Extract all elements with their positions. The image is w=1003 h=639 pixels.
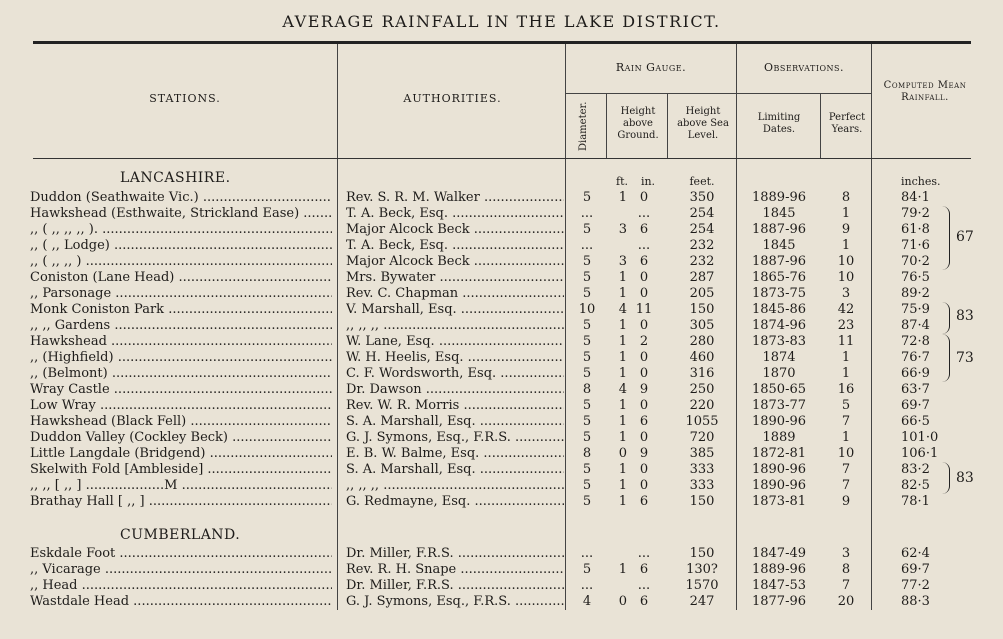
perfect-years-cell: 7 [841,578,851,593]
header-stations: STATIONS. [149,92,221,105]
diameter-cell: 5 [582,430,592,445]
height-ft-cell: 1 [618,562,627,577]
authority-cell: E. B. W. Balme, Esq. ..... [346,446,564,462]
limiting-dates-cell: 1874-96 [751,318,807,333]
group-brace [942,334,950,382]
authority-cell: ,, ,, ,, ..... [346,318,564,334]
perfect-years-cell: 3 [841,286,851,301]
height-in-cell: ... [637,206,651,221]
height-in-cell: 11 [635,302,653,317]
rainfall-cell: 89·2 [901,286,930,301]
station-cell: ,, ,, [ ,, ] ...................M ..... [30,478,332,494]
height-in-cell: 6 [639,254,649,269]
table-row [0,398,1003,414]
station-cell: Wray Castle ..... [30,382,332,398]
sea-level-cell: 205 [689,286,715,301]
perfect-years-cell: 11 [837,334,855,349]
group-brace [942,462,950,494]
table-row [0,382,1003,398]
height-in-cell: 9 [639,382,649,397]
sea-level-cell: 316 [689,366,715,381]
limiting-dates-cell: 1887-96 [751,254,807,269]
station-cell: ,, (Highfield) ..... [30,350,332,366]
perfect-years-cell: 1 [841,366,851,381]
rainfall-cell: 69·7 [901,398,930,413]
diameter-cell: 5 [582,350,592,365]
authority-cell: C. F. Wordsworth, Esq. ..... [346,366,564,382]
table-row [0,222,1003,238]
height-ft-cell: 1 [618,350,627,365]
sea-level-cell: 250 [689,382,715,397]
station-cell: Coniston (Lane Head) ..... [30,270,332,286]
limiting-dates-cell: 1845 [762,206,796,221]
perfect-years-cell: 1 [841,238,851,253]
header-rain-gauge: Rain Gauge. [615,61,687,74]
section-lancashire: LANCASHIRE. [120,170,231,186]
station-cell: Hawkshead (Esthwaite, Strickland Ease) ..... [30,206,332,222]
perfect-years-cell: 20 [837,594,855,609]
limiting-dates-cell: 1877-96 [751,594,807,609]
sea-level-cell: 333 [689,462,715,477]
units-row [0,174,1003,190]
page-title: AVERAGE RAINFALL IN THE LAKE DISTRICT. [282,12,721,31]
group-mean-skelwith: 83 [956,470,974,486]
table-row [0,430,1003,446]
station-cell: Hawkshead ..... [30,334,332,350]
authority-cell: V. Marshall, Esq. ..... [346,302,564,318]
authority-cell: G. J. Symons, Esq., F.R.S. ..... [346,430,564,446]
height-in-cell: 6 [639,494,649,509]
group-mean-monk-coniston: 83 [956,308,974,324]
group-mean-hawkshead-esthwaite: 67 [956,229,974,245]
height-ft-cell: 0 [618,446,627,461]
limiting-dates-cell: 1890-96 [751,462,807,477]
rainfall-cell: 63·7 [901,382,930,397]
rainfall-cell: 79·2 [901,206,930,221]
height-ft-cell: 3 [618,222,627,237]
station-cell: ,, ,, Gardens ..... [30,318,332,334]
station-cell: Duddon Valley (Cockley Beck) ..... [30,430,332,446]
limiting-dates-cell: 1889 [762,430,796,445]
group-header-rule [565,93,871,94]
diameter-cell: 5 [582,562,592,577]
diameter-cell: 10 [578,302,596,317]
height-in-cell: 0 [639,398,649,413]
perfect-years-cell: 9 [841,222,851,237]
rainfall-cell: 71·6 [901,238,930,253]
station-cell: ,, ( ,, Lodge) ..... [30,238,332,254]
diameter-cell: 5 [582,398,592,413]
sea-level-cell: 150 [689,302,715,317]
perfect-years-cell: 7 [841,414,851,429]
height-ft-cell: 1 [618,334,627,349]
table-row [0,238,1003,254]
station-cell: Hawkshead (Black Fell) ..... [30,414,332,430]
diameter-cell: 5 [582,190,592,205]
diameter-cell: 5 [582,478,592,493]
station-cell: ,, Vicarage ..... [30,562,332,578]
rainfall-cell: 66·5 [901,414,930,429]
authority-cell: Dr. Miller, F.R.S. ..... [346,546,564,562]
header-height-sea: Height above Sea Level. [677,106,729,141]
diameter-cell: 5 [582,494,592,509]
limiting-dates-cell: 1865-76 [751,270,807,285]
limiting-dates-cell: 1872-81 [751,446,807,461]
height-in-cell: 0 [639,286,649,301]
height-ft-cell: 3 [618,254,627,269]
diameter-cell: ... [580,238,594,253]
sea-level-cell: 1055 [685,414,719,429]
rainfall-cell: 87·4 [901,318,930,333]
header-perfect-years: Perfect Years. [828,112,866,135]
height-in-cell: 6 [639,562,649,577]
sea-level-cell: 460 [689,350,715,365]
sea-level-cell: 350 [689,190,715,205]
perfect-years-cell: 42 [837,302,855,317]
diameter-cell: 5 [582,222,592,237]
unit-inches: inches. [901,175,941,188]
header-computed: Computed Mean Rainfall. [883,80,967,103]
subcolumn-divider [606,94,607,158]
station-cell: ,, ( ,, ,, ,, ). ..... [30,222,332,238]
authority-cell: T. A. Beck, Esq. ..... [346,238,564,254]
header-observations: Observations. [763,61,845,74]
diameter-cell: 5 [582,254,592,269]
rainfall-cell: 76·5 [901,270,930,285]
height-ft-cell: 1 [618,494,627,509]
authority-cell: Rev. C. Chapman ..... [346,286,564,302]
diameter-cell: ... [580,206,594,221]
unit-feet: feet. [689,175,715,188]
station-cell: Skelwith Fold [Ambleside] ..... [30,462,332,478]
limiting-dates-cell: 1889-96 [751,190,807,205]
sea-level-cell: 150 [689,494,715,509]
station-cell: Low Wray ..... [30,398,332,414]
authority-cell: Major Alcock Beck ..... [346,222,564,238]
perfect-years-cell: 7 [841,462,851,477]
perfect-years-cell: 5 [841,398,851,413]
limiting-dates-cell: 1873-75 [751,286,807,301]
sea-level-cell: 280 [689,334,715,349]
perfect-years-cell: 1 [841,206,851,221]
height-ft-cell: 1 [618,318,627,333]
limiting-dates-cell: 1847-49 [751,546,807,561]
height-in-cell: ... [637,578,651,593]
height-in-cell: ... [637,546,651,561]
limiting-dates-cell: 1850-65 [751,382,807,397]
group-mean-hawkshead: 73 [956,350,974,366]
authority-cell: Mrs. Bywater ..... [346,270,564,286]
perfect-years-cell: 23 [837,318,855,333]
authority-cell: Major Alcock Beck ..... [346,254,564,270]
rainfall-cell: 61·8 [901,222,930,237]
rainfall-cell: 88·3 [901,594,930,609]
sea-level-cell: 150 [689,546,715,561]
diameter-cell: 5 [582,270,592,285]
limiting-dates-cell: 1873-77 [751,398,807,413]
sea-level-cell: 220 [689,398,715,413]
height-in-cell: 6 [639,414,649,429]
diameter-cell: ... [580,578,594,593]
table-row [0,478,1003,494]
station-cell: ,, (Belmont) ..... [30,366,332,382]
height-in-cell: 0 [639,366,649,381]
station-cell: Eskdale Foot ..... [30,546,332,562]
diameter-cell: 5 [582,286,592,301]
perfect-years-cell: 16 [837,382,855,397]
diameter-cell: 8 [582,382,592,397]
sea-level-cell: 1570 [685,578,719,593]
limiting-dates-cell: 1847-53 [751,578,807,593]
station-cell: Duddon (Seathwaite Vic.) ..... [30,190,332,206]
height-ft-cell: 1 [618,462,627,477]
authority-cell: Dr. Miller, F.R.S. ..... [346,578,564,594]
authority-cell: G. Redmayne, Esq. ..... [346,494,564,510]
unit-ft: ft. [616,175,628,188]
rainfall-cell: 84·1 [901,190,930,205]
top-rule [33,41,971,44]
sea-level-cell: 247 [689,594,715,609]
perfect-years-cell: 8 [841,562,851,577]
table-row [0,414,1003,430]
header-diameter: Diameter. [578,101,589,151]
table-row [0,254,1003,270]
limiting-dates-cell: 1873-83 [751,334,807,349]
diameter-cell: 8 [582,446,592,461]
table-row [0,206,1003,222]
perfect-years-cell: 9 [841,494,851,509]
table-row [0,350,1003,366]
diameter-cell: 5 [582,462,592,477]
authority-cell: T. A. Beck, Esq. ..... [346,206,564,222]
limiting-dates-cell: 1870 [762,366,796,381]
diameter-cell: 5 [582,334,592,349]
authority-cell: ,, ,, ,, ..... [346,478,564,494]
station-cell: ,, ( ,, ,, ) ..... [30,254,332,270]
limiting-dates-cell: 1889-96 [751,562,807,577]
perfect-years-cell: 10 [837,254,855,269]
perfect-years-cell: 10 [837,270,855,285]
height-in-cell: ... [637,238,651,253]
perfect-years-cell: 10 [837,446,855,461]
rainfall-cell: 82·5 [901,478,930,493]
sea-level-cell: 232 [689,254,715,269]
table-row [0,494,1003,510]
authority-cell: G. J. Symons, Esq., F.R.S. ..... [346,594,564,610]
sea-level-cell: 385 [689,446,715,461]
perfect-years-cell: 1 [841,430,851,445]
height-in-cell: 6 [639,222,649,237]
sea-level-cell: 287 [689,270,715,285]
group-brace [942,302,950,334]
authority-cell: Rev. S. R. M. Walker ..... [346,190,564,206]
rainfall-cell: 83·2 [901,462,930,477]
sea-level-cell: 333 [689,478,715,493]
rainfall-cell: 66·9 [901,366,930,381]
station-cell: Brathay Hall [ ,, ] ..... [30,494,332,510]
table-row [0,286,1003,302]
table-row [0,594,1003,610]
authority-cell: Rev. R. H. Snape ..... [346,562,564,578]
perfect-years-cell: 7 [841,478,851,493]
rainfall-cell: 72·8 [901,334,930,349]
station-cell: Monk Coniston Park ..... [30,302,332,318]
height-ft-cell: 1 [618,414,627,429]
station-cell: Little Langdale (Bridgend) ..... [30,446,332,462]
header-limiting-dates: Limiting Dates. [757,112,801,135]
station-cell: ,, Parsonage ..... [30,286,332,302]
subcolumn-divider [667,94,668,158]
section-cumberland: CUMBERLAND. [120,527,241,543]
rainfall-cell: 70·2 [901,254,930,269]
sea-level-cell: 130? [686,562,718,577]
authority-cell: W. H. Heelis, Esq. ..... [346,350,564,366]
table-row [0,318,1003,334]
rainfall-cell: 101·0 [901,430,939,445]
height-ft-cell: 1 [618,398,627,413]
table-row [0,190,1003,206]
perfect-years-cell: 3 [841,546,851,561]
authority-cell: Rev. W. R. Morris ..... [346,398,564,414]
authority-cell: Dr. Dawson ..... [346,382,564,398]
authority-cell: S. A. Marshall, Esq. ..... [346,462,564,478]
diameter-cell: 5 [582,318,592,333]
table-row [0,446,1003,462]
rainfall-cell: 77·2 [901,578,930,593]
station-cell: ,, Head ..... [30,578,332,594]
table-row [0,578,1003,594]
rainfall-cell: 75·9 [901,302,930,317]
rainfall-cell: 78·1 [901,494,930,509]
perfect-years-cell: 1 [841,350,851,365]
header-authorities: AUTHORITIES. [403,92,502,105]
height-in-cell: 9 [639,446,649,461]
table-row [0,334,1003,350]
limiting-dates-cell: 1873-81 [751,494,807,509]
sea-level-cell: 254 [689,206,715,221]
unit-in: in. [640,175,656,188]
table-row [0,562,1003,578]
height-in-cell: 0 [639,478,649,493]
authority-cell: S. A. Marshall, Esq. ..... [346,414,564,430]
height-in-cell: 0 [639,350,649,365]
diameter-cell: 5 [582,366,592,381]
height-in-cell: 6 [639,594,649,609]
table-row [0,270,1003,286]
sea-level-cell: 720 [689,430,715,445]
table-row [0,366,1003,382]
authority-cell: W. Lane, Esq. ..... [346,334,564,350]
subcolumn-divider [820,94,821,158]
diameter-cell: ... [580,546,594,561]
height-ft-cell: 1 [618,430,627,445]
diameter-cell: 4 [582,594,592,609]
limiting-dates-cell: 1887-96 [751,222,807,237]
height-in-cell: 0 [639,318,649,333]
limiting-dates-cell: 1890-96 [751,478,807,493]
limiting-dates-cell: 1874 [762,350,796,365]
station-cell: Wastdale Head ..... [30,594,332,610]
table-row [0,302,1003,318]
limiting-dates-cell: 1845 [762,238,796,253]
rainfall-cell: 62·4 [901,546,930,561]
perfect-years-cell: 8 [841,190,851,205]
height-ft-cell: 1 [618,190,627,205]
height-ft-cell: 1 [618,366,627,381]
height-in-cell: 2 [639,334,649,349]
table-row [0,462,1003,478]
rainfall-cell: 69·7 [901,562,930,577]
height-in-cell: 0 [639,462,649,477]
height-ft-cell: 1 [618,286,627,301]
limiting-dates-cell: 1845-86 [751,302,807,317]
sea-level-cell: 305 [689,318,715,333]
height-in-cell: 0 [639,270,649,285]
header-rule [33,158,971,159]
height-in-cell: 0 [639,430,649,445]
height-in-cell: 0 [639,190,649,205]
diameter-cell: 5 [582,414,592,429]
limiting-dates-cell: 1890-96 [751,414,807,429]
height-ft-cell: 0 [618,594,627,609]
height-ft-cell: 4 [618,302,627,317]
height-ft-cell: 1 [618,478,627,493]
sea-level-cell: 232 [689,238,715,253]
header-height-ground: Height above Ground. [617,106,659,141]
rainfall-cell: 76·7 [901,350,930,365]
rainfall-cell: 106·1 [901,446,939,461]
height-ft-cell: 4 [618,382,627,397]
group-brace [942,206,950,270]
sea-level-cell: 254 [689,222,715,237]
height-ft-cell: 1 [618,270,627,285]
table-row [0,546,1003,562]
